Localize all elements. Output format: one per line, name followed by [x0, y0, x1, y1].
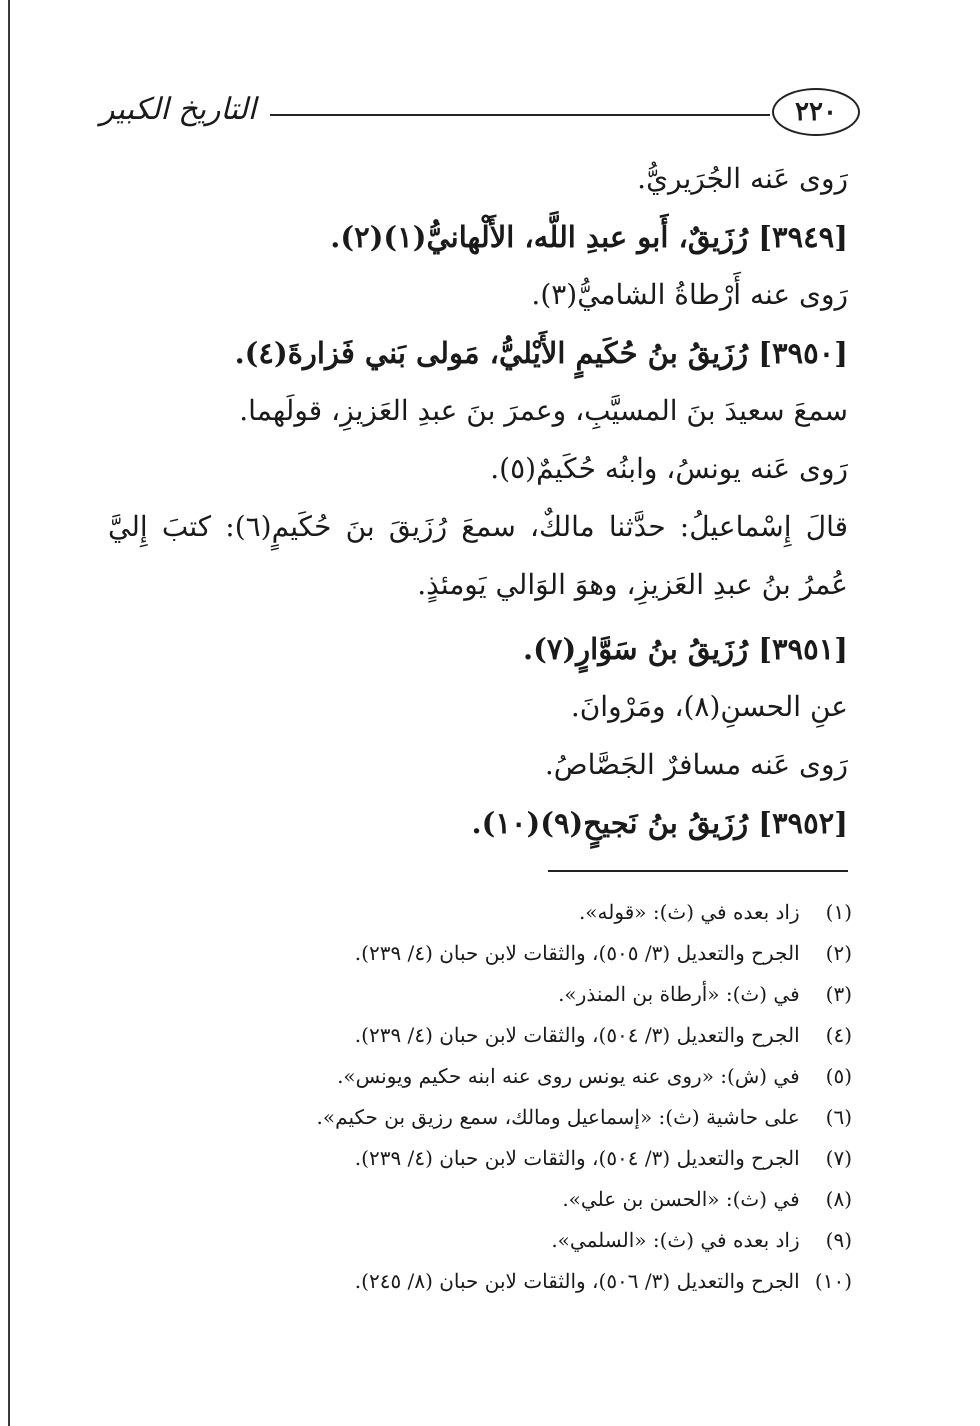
text-line: عنِ الحسنِ(٨)، ومَرْوانَ.: [570, 690, 848, 723]
page-number: ٢٢٠: [772, 88, 860, 136]
footnote-item: [290, 974, 852, 1015]
text-line: رَوى عنه أَرْطاةُ الشاميُّ(٣).: [531, 278, 848, 311]
footnote-text: زاد بعده في (ث): «قوله».: [578, 900, 800, 924]
footnote-number: (١): [825, 900, 852, 924]
page-binding-edge: [8, 0, 10, 1426]
footnote-number: (٨): [825, 1187, 852, 1211]
footnote-item: [290, 1015, 852, 1056]
footnote-text: في (ث): «أرطاة بن المنذر».: [558, 982, 800, 1006]
text-line: رَوى عَنه الجُرَيريُّ.: [637, 162, 848, 195]
footnotes: [290, 892, 852, 1302]
entry-heading: [٣٩٥٢] رُزَيقُ بنُ نَجيحٍ(٩)(١٠).: [471, 806, 848, 840]
footnote-number: (٧): [825, 1146, 852, 1170]
page-header: [100, 88, 860, 138]
footnote-number: (١٠): [814, 1269, 852, 1293]
footnote-item: [290, 1097, 852, 1138]
footnote-number: (٩): [825, 1228, 852, 1252]
text-line: سمعَ سعيدَ بنَ المسيَّبِ، وعمرَ بنَ عبدِ العَزيزِ، قولَهما.: [239, 394, 848, 427]
entry-heading: [٣٩٥٠] رُزَيقُ بنُ حُكَيمٍ الأَيْليُّ، مَولى بَني فَزارةَ(٤).: [234, 336, 848, 370]
footnote-number: (٢): [825, 941, 852, 965]
footnote-text: في (ش): «روى عنه يونس روى عنه ابنه حكيم ويونس».: [337, 1064, 800, 1088]
text-line: رَوى عَنه مسافرٌ الجَصَّاصُ.: [544, 748, 848, 781]
footnote-text: في (ث): «الحسن بن علي».: [562, 1187, 800, 1211]
footnote-item: [290, 933, 852, 974]
text-line: رَوى عَنه يونسُ، وابنُه حُكَيمٌ(٥).: [490, 452, 848, 485]
entry-heading: [٣٩٤٩] رُزَيقٌ، أَبو عبدِ اللَّه، الأَلْهانيُّ(١)(٢).: [330, 220, 848, 254]
book-title: التاريخ الكبير: [100, 92, 257, 127]
main-text: [108, 150, 848, 852]
footnote-item: [290, 1179, 852, 1220]
footnote-number: (٦): [825, 1105, 852, 1129]
text-paragraph: قالَ إِسْماعيلُ: حدَّثنا مالكٌ، سمعَ رُزَيقَ بنَ حُكَيمٍ(٦): كتبَ إِليَّ عُمرُ بنُ عبدِ العَزيزِ، وهوَ الوَالي يَومئذٍ.: [108, 510, 848, 601]
footnote-number: (٤): [825, 1023, 852, 1047]
footnote-text: زاد بعده في (ث): «السلمي».: [551, 1228, 800, 1252]
footnote-text: الجرح والتعديل (٣/ ٥٠٦)، والثقات لابن حبان (٨/ ٢٤٥).: [354, 1269, 800, 1293]
footnote-item: [290, 1056, 852, 1097]
footnote-separator: [548, 870, 848, 872]
footnote-number: (٥): [825, 1064, 852, 1088]
footnote-item: [290, 1261, 852, 1302]
footnote-item: [290, 1220, 852, 1261]
entry-heading: [٣٩٥١] رُزَيقُ بنُ سَوَّارٍ(٧).: [523, 632, 848, 666]
footnote-text: الجرح والتعديل (٣/ ٥٠٤)، والثقات لابن حبان (٤/ ٢٣٩).: [354, 1146, 800, 1170]
footnote-item: [290, 892, 852, 933]
footnote-text: على حاشية (ث): «إسماعيل ومالك، سمع رزيق بن حكيم».: [316, 1105, 800, 1129]
footnote-item: [290, 1138, 852, 1179]
footnote-text: الجرح والتعديل (٣/ ٥٠٥)، والثقات لابن حبان (٤/ ٢٣٩).: [354, 941, 800, 965]
footnote-text: الجرح والتعديل (٣/ ٥٠٤)، والثقات لابن حبان (٤/ ٢٣٩).: [354, 1023, 800, 1047]
header-rule: [270, 114, 770, 116]
footnote-number: (٣): [825, 982, 852, 1006]
